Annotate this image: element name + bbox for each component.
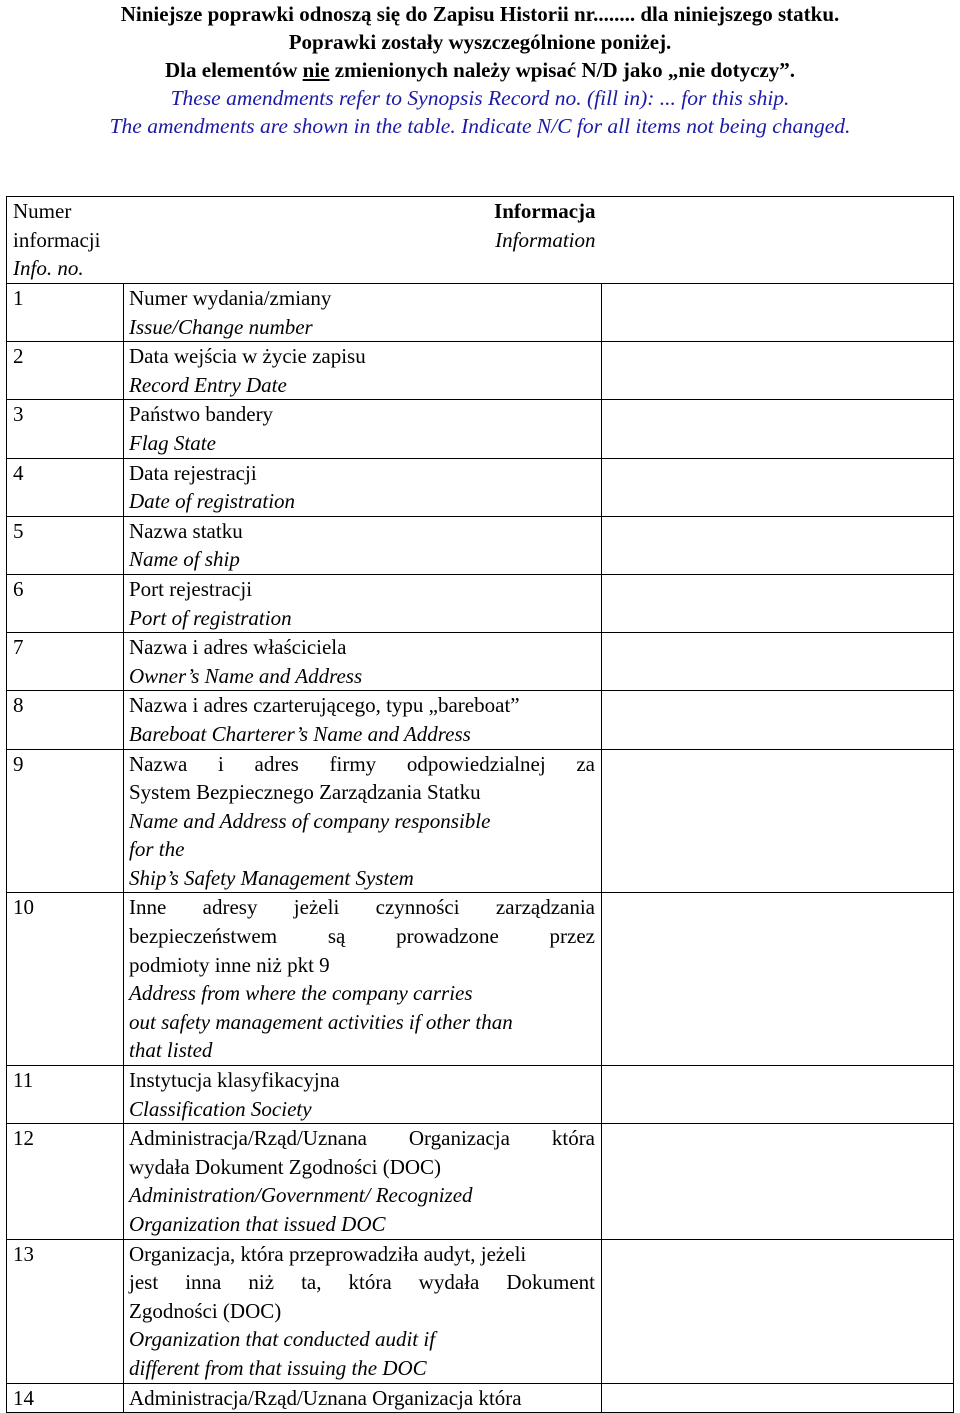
- label-english: Ship’s Safety Management System: [129, 865, 414, 890]
- label-english: for the: [129, 837, 185, 862]
- label-english: Port of registration: [129, 605, 292, 630]
- label-english: Name and Address of company responsible: [129, 808, 491, 833]
- entry-field[interactable]: [602, 1239, 954, 1383]
- amendments-table: [6, 196, 954, 1413]
- label-polish: Państwo bandery: [129, 402, 274, 427]
- info-number-cell: 8: [7, 691, 124, 749]
- label-polish: Inne adresy jeżeli czynności zarządzania: [129, 895, 596, 920]
- info-number-cell: 4: [7, 458, 124, 516]
- header-line-3-post: zmienionych należy wpisać N/D jako „nie dotyczy”.: [329, 58, 795, 82]
- label-polish: Zgodności (DOC): [129, 1298, 282, 1323]
- info-label-cell: [124, 691, 602, 749]
- info-number-cell: 9: [7, 749, 124, 893]
- table-row: [7, 458, 954, 516]
- header-line-5: The amendments are shown in the table. Indicate N/C for all items not being changed.: [109, 114, 851, 138]
- header-line-4: These amendments refer to Synopsis Record no. (fill in): ... for this ship.: [170, 86, 790, 110]
- label-polish: Administracja/Rząd/Uznana Organizacja która: [129, 1126, 596, 1151]
- label-english: Name of ship: [129, 547, 240, 572]
- label-polish: Data rejestracji: [129, 460, 257, 485]
- label-polish: bezpieczeństwem są prowadzone przez: [129, 924, 596, 949]
- document-header: [0, 0, 960, 140]
- info-number-cell: 13: [7, 1239, 124, 1383]
- table-row: [7, 574, 954, 632]
- table-row: [7, 516, 954, 574]
- entry-field[interactable]: [602, 633, 954, 691]
- info-number-cell: 10: [7, 893, 124, 1066]
- info-number-cell: 14: [7, 1383, 124, 1413]
- label-english: Bareboat Charterer’s Name and Address: [129, 721, 471, 746]
- table-row: [7, 1383, 954, 1413]
- header-line-3: [0, 56, 960, 84]
- table-header-row: [7, 197, 954, 284]
- info-number-cell: 6: [7, 574, 124, 632]
- table-row: [7, 1239, 954, 1383]
- col-num-label-line: Info. no.: [13, 256, 84, 281]
- entry-field[interactable]: [602, 749, 954, 893]
- table-row: [7, 1066, 954, 1124]
- info-label-cell: [124, 342, 602, 400]
- label-english: Classification Society: [129, 1096, 312, 1121]
- info-number-cell: 1: [7, 284, 124, 342]
- label-english: out safety management activities if other than: [129, 1009, 513, 1034]
- info-label-cell: [124, 574, 602, 632]
- info-number-cell: 11: [7, 1066, 124, 1124]
- table-row: [7, 893, 954, 1066]
- table-row: [7, 633, 954, 691]
- info-label-cell: [124, 1124, 602, 1239]
- entry-field[interactable]: [602, 893, 954, 1066]
- label-polish: Organizacja, która przeprowadziła audyt, jeżeli: [129, 1241, 527, 1266]
- info-label-cell: [124, 749, 602, 893]
- table-row: [7, 342, 954, 400]
- label-polish: System Bezpiecznego Zarządzania Statku: [129, 780, 481, 805]
- label-polish: Data wejścia w życie zapisu: [129, 344, 366, 369]
- table-row: [7, 749, 954, 893]
- info-number-cell: 7: [7, 633, 124, 691]
- label-english: different from that issuing the DOC: [129, 1355, 427, 1380]
- label-english: Owner’s Name and Address: [129, 663, 363, 688]
- entry-field[interactable]: [602, 458, 954, 516]
- info-label-cell: [124, 893, 602, 1066]
- label-polish: Numer wydania/zmiany: [129, 286, 332, 310]
- label-english: Record Entry Date: [129, 372, 287, 397]
- table-row: [7, 691, 954, 749]
- info-label-cell: [124, 458, 602, 516]
- label-english: Issue/Change number: [129, 314, 313, 339]
- label-english: Administration/Government/ Recognized: [129, 1183, 473, 1208]
- entry-field[interactable]: [602, 1124, 954, 1239]
- label-polish: Instytucja klasyfikacyjna: [129, 1068, 340, 1093]
- header-line-1: Niniejsze poprawki odnoszą się do Zapisu Historii nr........ dla niniejszego statku.: [120, 2, 840, 26]
- col-info-title-en: Information: [495, 227, 596, 252]
- info-label-cell: [124, 284, 602, 342]
- entry-field[interactable]: [602, 516, 954, 574]
- info-number-cell: 12: [7, 1124, 124, 1239]
- entry-field[interactable]: [602, 691, 954, 749]
- label-english: Organization that conducted audit if: [129, 1327, 436, 1352]
- info-number-cell: 3: [7, 400, 124, 458]
- label-polish: podmioty inne niż pkt 9: [129, 952, 330, 977]
- label-english: Flag State: [129, 430, 216, 455]
- info-number-cell: 2: [7, 342, 124, 400]
- col-info-title: [130, 197, 602, 283]
- header-line-3-pre: Dla elementów: [165, 58, 303, 82]
- entry-field[interactable]: [602, 574, 954, 632]
- header-cell-left: [7, 197, 602, 284]
- label-polish: Nazwa i adres firmy odpowiedzialnej za: [129, 751, 596, 776]
- label-english: that listed: [129, 1038, 213, 1063]
- col-info-title-pl: Informacja: [494, 199, 596, 223]
- info-label-cell: [124, 1383, 602, 1413]
- col-num-label: [7, 197, 130, 283]
- info-label-cell: [124, 1239, 602, 1383]
- table-row: [7, 1124, 954, 1239]
- info-label-cell: [124, 400, 602, 458]
- col-num-label-line: informacji: [13, 227, 101, 252]
- header-cell-blank: [602, 197, 954, 284]
- info-number-cell: 5: [7, 516, 124, 574]
- entry-field[interactable]: [602, 1383, 954, 1413]
- label-english: Organization that issued DOC: [129, 1212, 386, 1236]
- table-row: [7, 400, 954, 458]
- entry-field[interactable]: [602, 1066, 954, 1124]
- label-polish: Nazwa i adres właściciela: [129, 635, 347, 660]
- label-polish: Port rejestracji: [129, 576, 253, 601]
- label-polish: Nazwa statku: [129, 518, 243, 543]
- header-line-2: Poprawki zostały wyszczególnione poniżej.: [288, 30, 672, 54]
- col-num-label-line: Numer: [13, 199, 72, 223]
- info-label-cell: [124, 633, 602, 691]
- label-polish: Administracja/Rząd/Uznana Organizacja która: [129, 1385, 522, 1410]
- label-english: Address from where the company carries: [129, 981, 473, 1006]
- info-label-cell: [124, 516, 602, 574]
- entry-field[interactable]: [602, 284, 954, 342]
- entry-field[interactable]: [602, 342, 954, 400]
- table-row: [7, 284, 954, 342]
- label-polish: Nazwa i adres czarterującego, typu „bareboat”: [129, 693, 520, 718]
- entry-field[interactable]: [602, 400, 954, 458]
- header-line-3-underlined: nie: [302, 58, 330, 82]
- label-polish: wydała Dokument Zgodności (DOC): [129, 1154, 442, 1179]
- label-english: Date of registration: [129, 489, 296, 514]
- info-label-cell: [124, 1066, 602, 1124]
- label-polish: jest inna niż ta, która wydała Dokument: [129, 1270, 596, 1295]
